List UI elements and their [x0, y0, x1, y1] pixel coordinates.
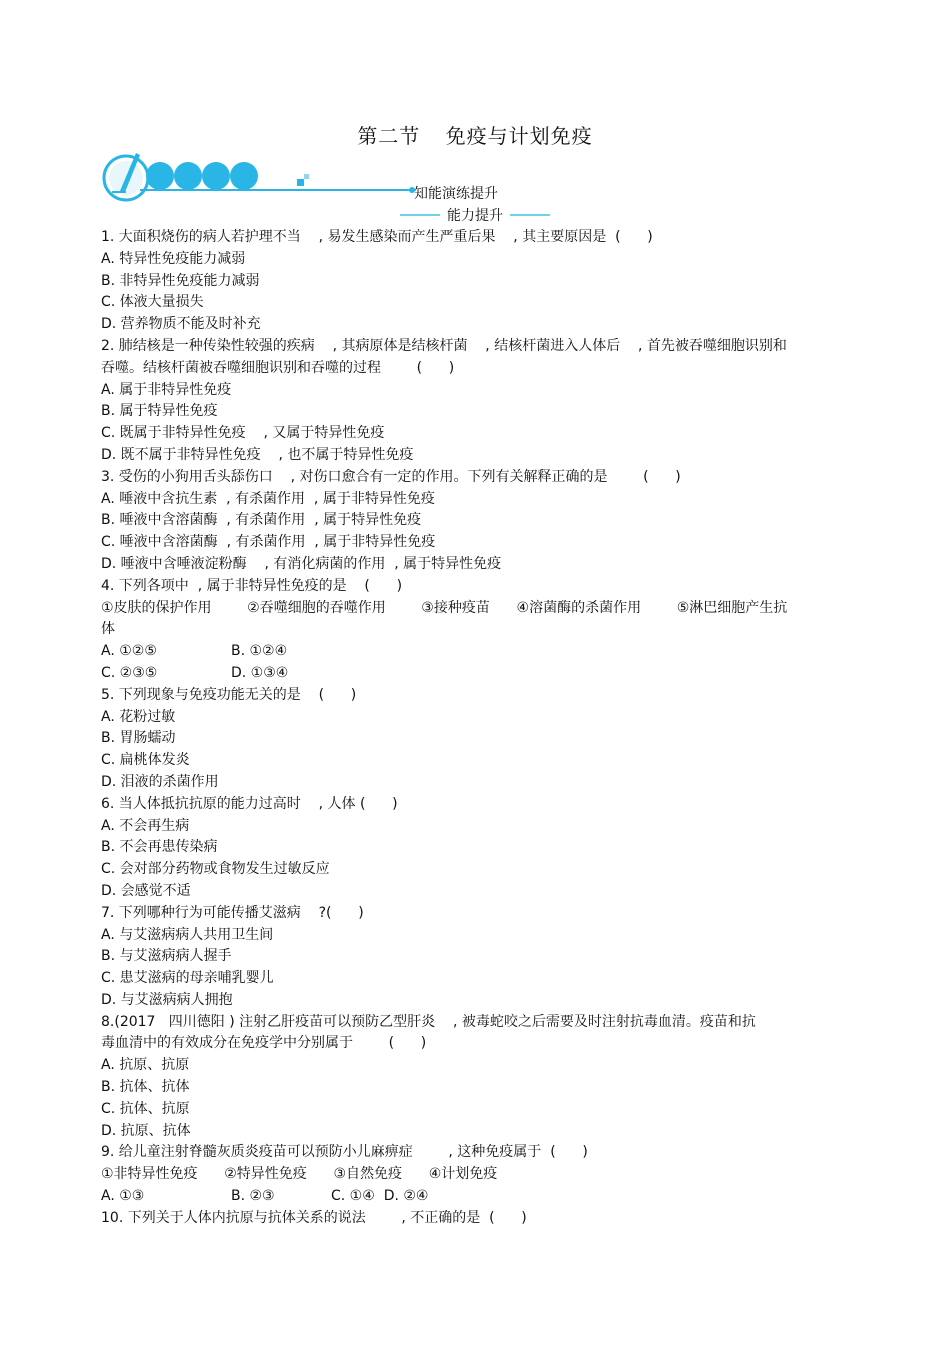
- q9-items: ①非特异性免疫 ②特异性免疫 ③自然免疫 ④计划免疫: [101, 1166, 498, 1183]
- q1-option-b: B. 非特异性免疫能力减弱: [101, 272, 260, 289]
- q4-options-ab: [101, 641, 836, 663]
- q9-option-c: C. ①④: [331, 1188, 375, 1205]
- q2-stem-line2: 吞噬。结核杆菌被吞噬细胞识别和吞噬的过程 ( ): [101, 359, 455, 376]
- q3-option-b: B. 唾液中含溶菌酶 , 有杀菌作用 , 属于特异性免疫: [101, 512, 422, 529]
- q3-option-c: C. 唾液中含溶菌酶 , 有杀菌作用 , 属于非特异性免疫: [101, 534, 436, 551]
- dot-4: [230, 162, 258, 190]
- q8-stem-line2: 毒血清中的有效成分在免疫学中分别属于 ( ): [101, 1035, 427, 1052]
- q6-option-d: D. 会感觉不适: [101, 882, 191, 899]
- dot-1: [146, 162, 174, 190]
- dot-3: [202, 162, 230, 190]
- q2-option-b: B. 属于特异性免疫: [101, 403, 218, 420]
- q6-stem: 6. 当人体抵抗抗原的能力过高时 , 人体 ( ): [101, 795, 398, 812]
- q4-items-line1: ①皮肤的保护作用 ②吞噬细胞的吞噬作用 ③接种疫苗 ④溶菌酶的杀菌作用 ⑤淋巴细胞产生抗: [101, 599, 788, 616]
- q9-options: [101, 1186, 836, 1208]
- dot-2: [174, 162, 202, 190]
- q2-option-a: A. 属于非特异性免疫: [101, 381, 232, 398]
- q5-option-c: C. 扁桃体发炎: [101, 752, 190, 769]
- q5-option-d: D. 泪液的杀菌作用: [101, 773, 219, 790]
- q8-stem-line1: 8.(2017 四川德阳 ) 注射乙肝疫苗可以预防乙型肝炎 , 被毒蛇咬之后需要及时注射抗毒血清。疫苗和抗: [101, 1013, 756, 1030]
- q1-stem: 1. 大面积烧伤的病人若护理不当 , 易发生感染而产生严重后果 , 其主要原因是 ( ): [101, 229, 653, 245]
- q4-option-a: A. ①②⑤: [101, 643, 157, 660]
- section-label: 知能演练提升: [414, 186, 498, 202]
- q3-stem: 3. 受伤的小狗用舌头舔伤口 , 对伤口愈合有一定的作用。下列有关解释正确的是 ( ): [101, 468, 681, 485]
- page-title: 第二节 免疫与计划免疫: [357, 124, 593, 148]
- q7-option-c: C. 患艾滋病的母亲哺乳婴儿: [101, 970, 274, 987]
- q8-option-a: A. 抗原、抗原: [101, 1057, 190, 1074]
- q1-option-c: C. 体液大量损失: [101, 294, 204, 311]
- q8-option-d: D. 抗原、抗体: [101, 1122, 191, 1139]
- q2-option-c: C. 既属于非特异性免疫 , 又属于特异性免疫: [101, 425, 385, 442]
- q6-option-c: C. 会对部分药物或食物发生过敏反应: [101, 861, 330, 878]
- q9-stem: 9. 给儿童注射脊髓灰质炎疫苗可以预防小儿麻痹症 , 这种免疫属于 ( ): [101, 1144, 588, 1161]
- q7-option-a: A. 与艾滋病病人共用卫生间: [101, 926, 274, 943]
- q7-option-b: B. 与艾滋病病人握手: [101, 948, 232, 965]
- q6-option-a: A. 不会再生病: [101, 817, 190, 834]
- q5-option-a: A. 花粉过敏: [101, 708, 176, 725]
- q8-option-c: C. 抗体、抗原: [101, 1100, 190, 1117]
- q5-option-b: B. 胃肠蠕动: [101, 730, 176, 747]
- q1-option-d: D. 营养物质不能及时补充: [101, 316, 261, 333]
- q4-stem: 4. 下列各项中 , 属于非特异性免疫的是 ( ): [101, 577, 403, 594]
- q5-stem: 5. 下列现象与免疫功能无关的是 ( ): [101, 686, 357, 703]
- q4-option-b: B. ①②④: [231, 643, 288, 660]
- q2-option-d: D. 既不属于非特异性免疫 , 也不属于特异性免疫: [101, 446, 414, 463]
- sub-label: 能力提升: [400, 205, 550, 225]
- question-list: [101, 227, 836, 1230]
- q8-option-b: B. 抗体、抗体: [101, 1079, 190, 1096]
- q7-stem: 7. 下列哪种行为可能传播艾滋病 ?( ): [101, 904, 364, 921]
- q4-option-c: C. ②③⑤: [101, 664, 158, 681]
- q3-option-d: D. 唾液中含唾液淀粉酶 , 有消化病菌的作用 , 属于特异性免疫: [101, 555, 502, 572]
- q9-option-d: D. ②④: [383, 1188, 429, 1205]
- q10-stem: 10. 下列关于人体内抗原与抗体关系的说法 , 不正确的是 ( ): [101, 1209, 527, 1226]
- q3-option-a: A. 唾液中含抗生素 , 有杀菌作用 , 属于非特异性免疫: [101, 490, 435, 507]
- q1-option-a: A. 特异性免疫能力减弱: [101, 250, 246, 267]
- q4-option-d: D. ①③④: [231, 664, 289, 681]
- q9-option-a: A. ①③: [101, 1188, 145, 1205]
- q7-option-d: D. 与艾滋病病人拥抱: [101, 991, 233, 1008]
- q2-stem-line1: 2. 肺结核是一种传染性较强的疾病 , 其病原体是结核杆菌 , 结核杆菌进入人体后 , 首先被吞噬细胞识别和: [101, 337, 787, 354]
- q4-options-cd: [101, 663, 836, 685]
- q9-option-b: B. ②③: [231, 1188, 275, 1205]
- q4-items-line2: 体: [101, 621, 115, 638]
- q6-option-b: B. 不会再患传染病: [101, 839, 218, 856]
